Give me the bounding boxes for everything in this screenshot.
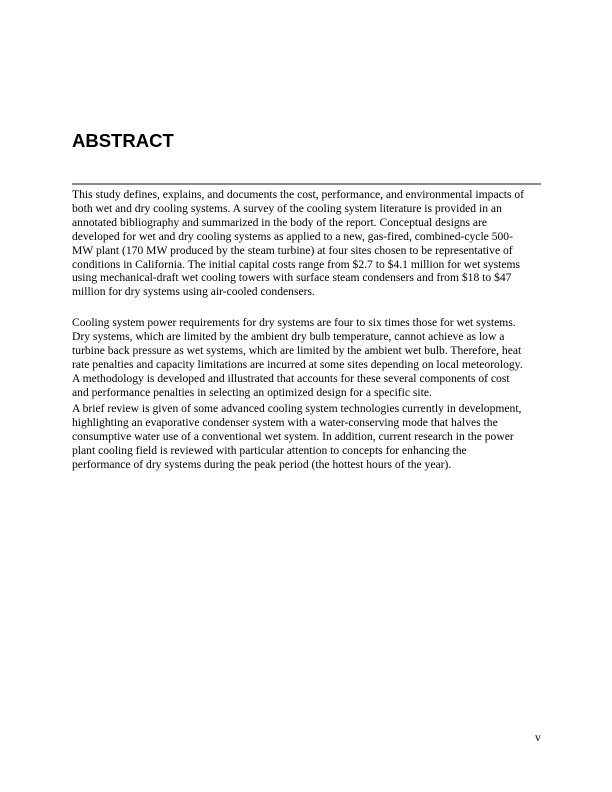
text-line: million for dry systems using air-cooled condensers. <box>72 285 315 299</box>
text-line: and performance penalties in selecting an optimized design for a specific site. <box>72 385 432 399</box>
paragraph-1 <box>72 188 524 299</box>
text-line: performance of dry systems during the peak period (the hottest hours of the year). <box>72 457 452 471</box>
heading-divider <box>72 183 541 185</box>
text-line: A brief review is given of some advanced cooling system technologies currently in development, <box>72 402 522 415</box>
text-line: A methodology is developed and illustrated that accounts for these several components of cost <box>72 371 510 385</box>
text-line: highlighting an evaporative condenser system with a water-conserving mode that halves the <box>72 415 498 429</box>
page-title: ABSTRACT <box>72 130 174 151</box>
paragraph-3 <box>72 402 521 472</box>
text-line: plant cooling field is reviewed with particular attention to concepts for enhancing the <box>72 443 467 457</box>
paragraph-2 <box>72 316 523 399</box>
text-line: annotated bibliography and summarized in the body of the report. Conceptual designs are <box>72 215 488 229</box>
page-number: v <box>535 731 541 744</box>
text-line: developed for wet and dry cooling systems as applied to a new, gas-fired, combined-cycle 500- <box>72 229 513 243</box>
text-line: Cooling system power requirements for dry systems are four to six times those for wet systems. <box>72 316 516 329</box>
text-line: conditions in California. The initial capital costs range from $2.7 to $4.1 million for wet systems <box>72 257 521 271</box>
text-line: Dry systems, which are limited by the ambient dry bulb temperature, cannot achieve as low a <box>72 329 505 343</box>
text-line: consumptive water use of a conventional wet system. In addition, current research in the power <box>72 429 514 443</box>
text-line: This study defines, explains, and documents the cost, performance, and environmental impacts of <box>72 188 525 201</box>
text-line: using mechanical-draft wet cooling towers with surface steam condensers and from $18 to $47 <box>72 271 512 285</box>
text-line: rate penalties and capacity limitations are incurred at some sites depending on local meteorology. <box>72 357 523 371</box>
text-line: MW plant (170 MW produced by the steam turbine) at four sites chosen to be representative of <box>72 243 513 257</box>
text-line: both wet and dry cooling systems. A survey of the cooling system literature is provided in an <box>72 201 502 215</box>
text-line: turbine back pressure as wet systems, which are limited by the ambient wet bulb. Therefore, heat <box>72 343 522 357</box>
